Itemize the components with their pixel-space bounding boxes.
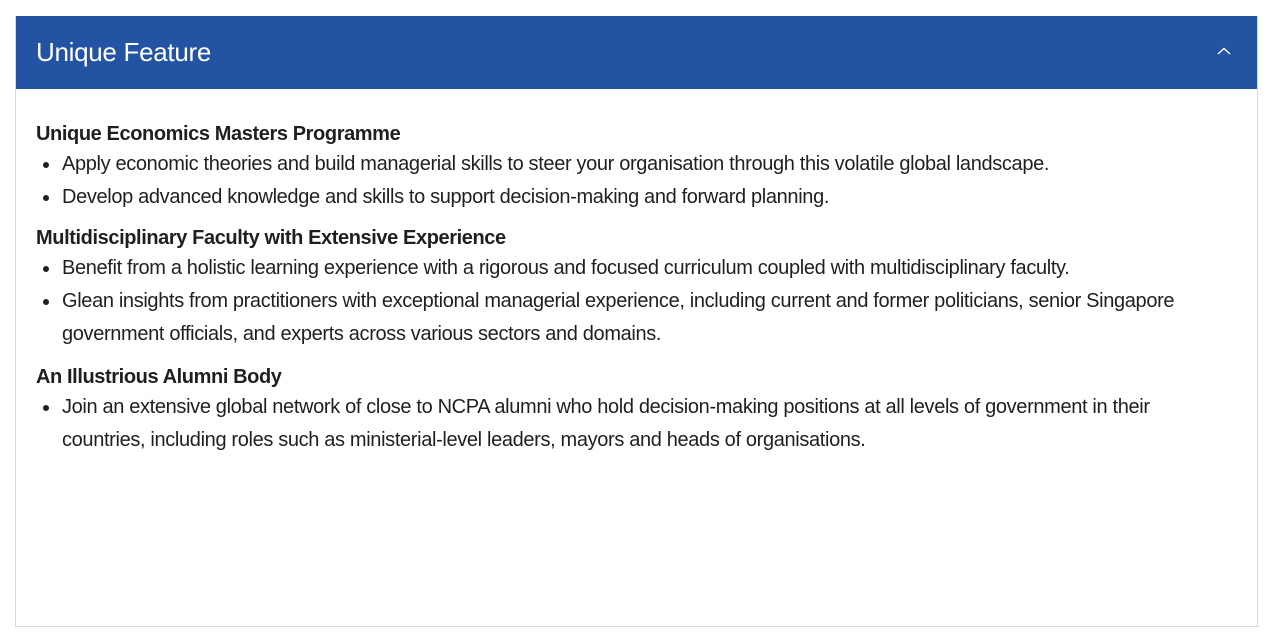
accordion-body (16, 89, 1257, 457)
accordion-header[interactable] (16, 16, 1257, 89)
accordion-unique-feature (15, 16, 1258, 627)
bullet-list (36, 148, 1237, 214)
section-heading: An Illustrious Alumni Body (36, 366, 282, 388)
section-heading: Multidisciplinary Faculty with Extensive Experience (36, 227, 506, 249)
section-heading: Unique Economics Masters Programme (36, 123, 401, 145)
chevron-up-icon[interactable] (1215, 44, 1233, 58)
list-item: Benefit from a holistic learning experience with a rigorous and focused curriculum coupled with multidisciplinary faculty. (36, 252, 1237, 285)
list-item: Glean insights from practitioners with exceptional managerial experience, including current and former politicians, senior Singapore government officials, and experts across various sectors and domains. (36, 285, 1237, 351)
list-item: Apply economic theories and build managerial skills to steer your organisation through this volatile global landscape. (36, 148, 1237, 181)
list-item: Join an extensive global network of close to NCPA alumni who hold decision-making positions at all levels of government in their countries, including roles such as ministerial-level leaders, mayors and heads of organisations. (36, 391, 1237, 457)
accordion-title: Unique Feature (36, 37, 212, 67)
list-item: Develop advanced knowledge and skills to support decision-making and forward planning. (36, 181, 1237, 214)
bullet-list (36, 252, 1237, 351)
bullet-list (36, 391, 1237, 457)
